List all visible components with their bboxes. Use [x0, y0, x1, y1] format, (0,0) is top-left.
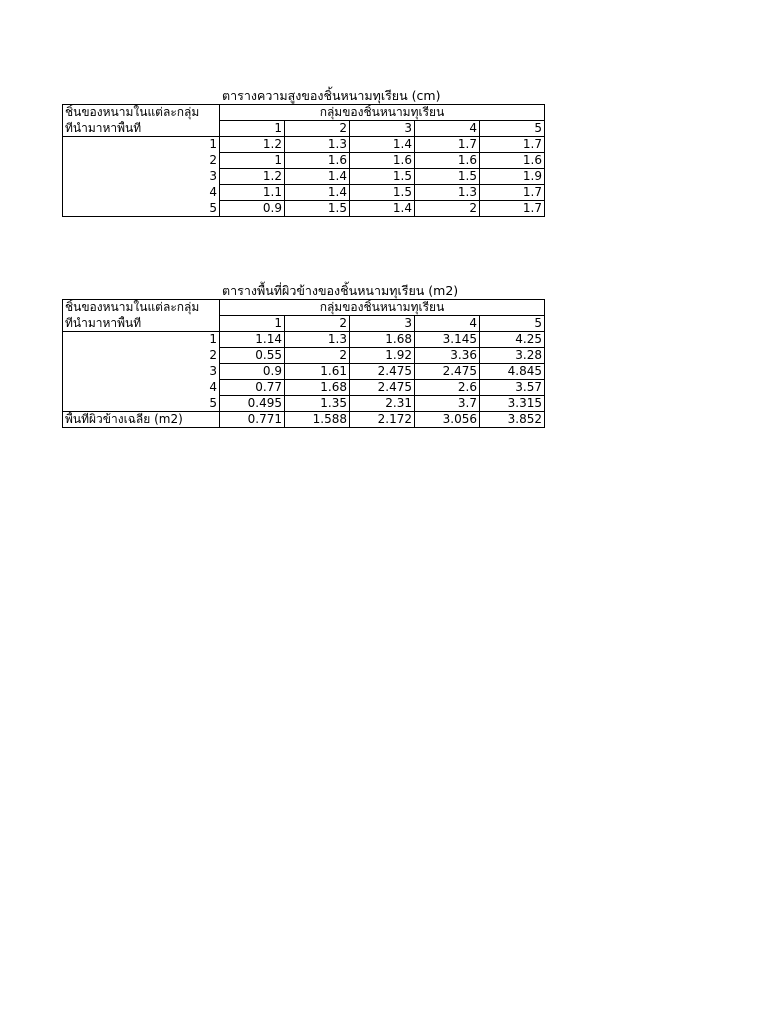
- column-header: 3: [350, 121, 415, 137]
- column-header: 2: [285, 121, 350, 137]
- row-label: 5: [63, 201, 220, 217]
- value-cell: 2.6: [415, 380, 480, 396]
- row-label: 4: [63, 185, 220, 201]
- header-row: [63, 105, 545, 121]
- value-cell: 1.4: [350, 137, 415, 153]
- value-cell: 0.9: [220, 364, 285, 380]
- row-header-label-2: ที่นำมาหาพื้นที่: [63, 121, 220, 137]
- table-row: [63, 169, 545, 185]
- row-header-label-2: ที่นำมาหาพื้นที่: [63, 316, 220, 332]
- value-cell: 0.495: [220, 396, 285, 412]
- value-cell: 1.6: [350, 153, 415, 169]
- row-label: 2: [63, 348, 220, 364]
- value-cell: 2.475: [415, 364, 480, 380]
- value-cell: 2: [285, 348, 350, 364]
- value-cell: 1.7: [480, 185, 545, 201]
- table2-title: ตารางพื้นที่ผิวข้างของชิ้นหนามทุเรียน (m2): [222, 283, 459, 298]
- row-label: 2: [63, 153, 220, 169]
- value-cell: 1.68: [285, 380, 350, 396]
- row-label: 4: [63, 380, 220, 396]
- value-cell: 1.92: [350, 348, 415, 364]
- value-cell: 1.2: [220, 169, 285, 185]
- value-cell: 0.77: [220, 380, 285, 396]
- average-row: [63, 412, 545, 428]
- column-number-row: [63, 316, 545, 332]
- row-header-label: ชิ้นของหนามในแต่ละกลุ่ม: [63, 300, 220, 316]
- value-cell: 3.315: [480, 396, 545, 412]
- value-cell: 4.25: [480, 332, 545, 348]
- value-cell: 1.6: [480, 153, 545, 169]
- value-cell: 1.2: [220, 137, 285, 153]
- average-value: 0.771: [220, 412, 285, 428]
- value-cell: 3.28: [480, 348, 545, 364]
- value-cell: 3.57: [480, 380, 545, 396]
- group-header: กลุ่มของชิ้นหนามทุเรียน: [220, 300, 545, 316]
- column-header: 4: [415, 316, 480, 332]
- value-cell: 0.55: [220, 348, 285, 364]
- value-cell: 4.845: [480, 364, 545, 380]
- table-row: [63, 364, 545, 380]
- column-header: 1: [220, 316, 285, 332]
- average-value: 3.852: [480, 412, 545, 428]
- value-cell: 1.6: [285, 153, 350, 169]
- value-cell: 1.7: [480, 137, 545, 153]
- row-label: 3: [63, 364, 220, 380]
- column-header: 2: [285, 316, 350, 332]
- average-value: 1.588: [285, 412, 350, 428]
- value-cell: 1.7: [415, 137, 480, 153]
- column-header: 5: [480, 316, 545, 332]
- group-header: กลุ่มของชิ้นหนามทุเรียน: [220, 105, 545, 121]
- row-label: 3: [63, 169, 220, 185]
- value-cell: 1.61: [285, 364, 350, 380]
- surface-area-table: [62, 299, 545, 428]
- row-label: 5: [63, 396, 220, 412]
- value-cell: 1: [220, 153, 285, 169]
- value-cell: 1.4: [350, 201, 415, 217]
- column-header: 3: [350, 316, 415, 332]
- value-cell: 3.145: [415, 332, 480, 348]
- value-cell: 2: [415, 201, 480, 217]
- row-label: 1: [63, 332, 220, 348]
- table-row: [63, 153, 545, 169]
- column-header: 5: [480, 121, 545, 137]
- value-cell: 2.475: [350, 380, 415, 396]
- table-row: [63, 137, 545, 153]
- table-row: [63, 380, 545, 396]
- value-cell: 2.31: [350, 396, 415, 412]
- value-cell: 1.4: [285, 169, 350, 185]
- column-header: 1: [220, 121, 285, 137]
- value-cell: 1.5: [415, 169, 480, 185]
- value-cell: 2.475: [350, 364, 415, 380]
- value-cell: 1.14: [220, 332, 285, 348]
- row-header-label: ชิ้นของหนามในแต่ละกลุ่ม: [63, 105, 220, 121]
- average-label: พื้นที่ผิวข้างเฉลี่ย (m2): [63, 412, 220, 428]
- value-cell: 3.7: [415, 396, 480, 412]
- value-cell: 1.9: [480, 169, 545, 185]
- height-table: [62, 104, 545, 217]
- value-cell: 1.35: [285, 396, 350, 412]
- value-cell: 1.3: [285, 332, 350, 348]
- value-cell: 1.3: [285, 137, 350, 153]
- column-header: 4: [415, 121, 480, 137]
- value-cell: 1.7: [480, 201, 545, 217]
- table-row: [63, 348, 545, 364]
- value-cell: 0.9: [220, 201, 285, 217]
- value-cell: 1.68: [350, 332, 415, 348]
- average-value: 2.172: [350, 412, 415, 428]
- value-cell: 3.36: [415, 348, 480, 364]
- value-cell: 1.4: [285, 185, 350, 201]
- average-value: 3.056: [415, 412, 480, 428]
- value-cell: 1.5: [285, 201, 350, 217]
- value-cell: 1.6: [415, 153, 480, 169]
- table-row: [63, 185, 545, 201]
- table-row: [63, 396, 545, 412]
- value-cell: 1.1: [220, 185, 285, 201]
- value-cell: 1.5: [350, 169, 415, 185]
- table-row: [63, 332, 545, 348]
- column-number-row: [63, 121, 545, 137]
- header-row: [63, 300, 545, 316]
- value-cell: 1.3: [415, 185, 480, 201]
- value-cell: 1.5: [350, 185, 415, 201]
- row-label: 1: [63, 137, 220, 153]
- table1-title: ตารางความสูงของชิ้นหนามทุเรียน (cm): [222, 88, 441, 103]
- table-row: [63, 201, 545, 217]
